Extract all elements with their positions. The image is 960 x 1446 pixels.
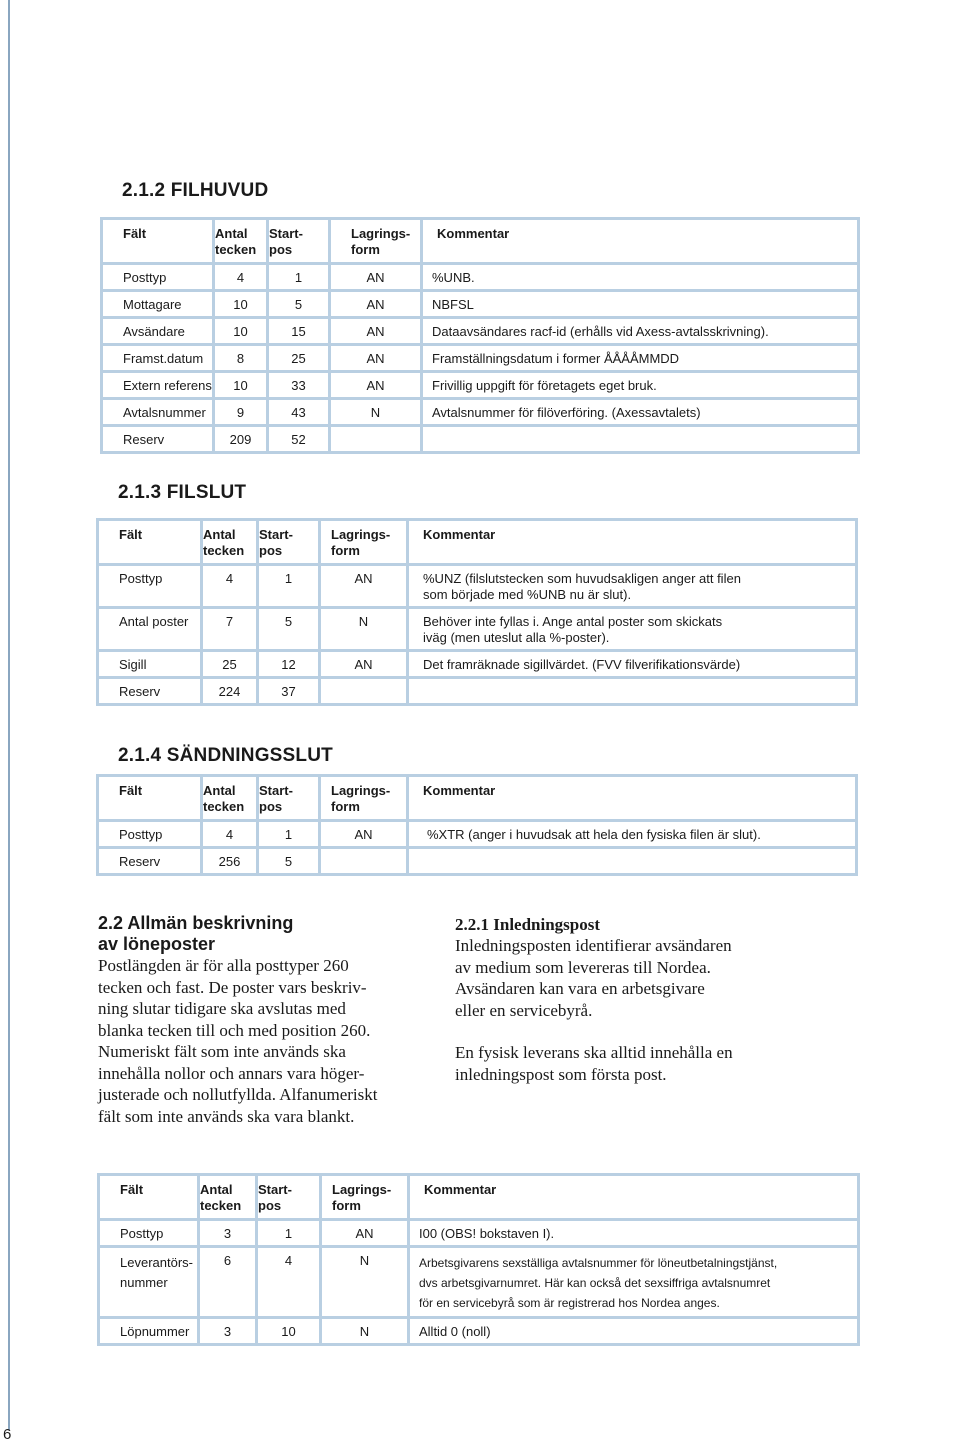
cell-antal: 8: [214, 345, 268, 372]
paragraph-line: Postlängden är för alla posttyper 260: [98, 956, 349, 975]
cell-kommentar: Det framräknade sigillvärdet. (FVV filverifikationsvärde): [408, 651, 857, 678]
paragraph-line: innehålla nollor och annars vara höger-: [98, 1063, 365, 1083]
cell-falt: Extern referens: [102, 372, 214, 399]
header-falt: Fält: [98, 776, 202, 821]
cell-lagring: AN: [330, 264, 422, 291]
header-start: Start- pos: [257, 1175, 321, 1220]
cell-falt: Reserv: [102, 426, 214, 453]
cell-kommentar: Dataavsändares racf-id (erhålls vid Axess-avtalsskrivning).: [422, 318, 859, 345]
cell-antal: 3: [199, 1318, 257, 1345]
cell-kommentar: I00 (OBS! bokstaven I).: [409, 1220, 859, 1247]
cell-falt: Sigill: [98, 651, 202, 678]
cell-start: 37: [258, 678, 320, 705]
cell-lagring: AN: [330, 345, 422, 372]
paragraph-line: blanka tecken till och med position 260.: [98, 1020, 371, 1040]
header-lagring: Lagrings- form: [320, 776, 408, 821]
cell-falt: Posttyp: [98, 821, 202, 848]
filslut-table: [96, 518, 858, 706]
cell-falt: Leverantörs- nummer: [99, 1247, 199, 1318]
cell-start: 1: [257, 1220, 321, 1247]
table-row: [98, 608, 857, 651]
cell-start: 1: [258, 821, 320, 848]
cell-start: 5: [268, 291, 330, 318]
section-allman-beskrivning: [98, 913, 428, 1127]
paragraph-line: Avsändaren kan vara en arbetsgivare: [455, 979, 705, 998]
paragraph-line: ning slutar tidigare ska avslutas med: [98, 999, 346, 1018]
header-antal: Antal tecken: [202, 776, 258, 821]
table-row: [99, 1318, 859, 1345]
table-row: [98, 848, 857, 875]
section-heading: 2.2.1 Inledningspost: [455, 915, 601, 934]
cell-lagring: AN: [330, 372, 422, 399]
cell-lagring: AN: [330, 291, 422, 318]
paragraph-line: eller en servicebyrå.: [455, 1000, 593, 1020]
cell-lagring: [320, 848, 408, 875]
cell-start: 5: [258, 848, 320, 875]
cell-falt: Reserv: [98, 678, 202, 705]
cell-kommentar: Alltid 0 (noll): [409, 1318, 859, 1345]
paragraph-line: justerade och nollutfyllda. Alfanumeriskt: [98, 1085, 378, 1104]
cell-falt: Posttyp: [102, 264, 214, 291]
table-row: [102, 318, 859, 345]
table-header-row: [99, 1175, 859, 1220]
cell-start: 12: [258, 651, 320, 678]
cell-falt: Posttyp: [98, 565, 202, 608]
cell-falt: Avtalsnummer: [102, 399, 214, 426]
header-antal: Antal tecken: [202, 520, 258, 565]
cell-start: 10: [257, 1318, 321, 1345]
table-header-row: [102, 219, 859, 264]
paragraph-line: Inledningsposten identifierar avsändaren: [455, 936, 732, 955]
cell-antal: 256: [202, 848, 258, 875]
table-row: [98, 651, 857, 678]
header-kommentar: Kommentar: [409, 1175, 859, 1220]
table-row: [99, 1247, 859, 1318]
header-start: Start- pos: [268, 219, 330, 264]
cell-start: 15: [268, 318, 330, 345]
cell-falt: Mottagare: [102, 291, 214, 318]
cell-start: 1: [258, 565, 320, 608]
filhuvud-table: [100, 217, 860, 454]
cell-kommentar: [422, 426, 859, 453]
header-falt: Fält: [102, 219, 214, 264]
paragraph-line: inledningspost som första post.: [455, 1064, 667, 1084]
header-falt: Fält: [98, 520, 202, 565]
header-lagring: Lagrings- form: [330, 219, 422, 264]
cell-lagring: AN: [320, 651, 408, 678]
table-row: [98, 821, 857, 848]
cell-antal: 209: [214, 426, 268, 453]
table-row: [102, 426, 859, 453]
header-lagring: Lagrings- form: [321, 1175, 409, 1220]
header-antal: Antal tecken: [199, 1175, 257, 1220]
cell-antal: 10: [214, 291, 268, 318]
cell-antal: 6: [199, 1247, 257, 1318]
cell-antal: 4: [202, 821, 258, 848]
cell-antal: 7: [202, 608, 258, 651]
cell-antal: 4: [202, 565, 258, 608]
section-title-filslut: 2.1.3 FILSLUT: [118, 482, 247, 503]
cell-lagring: [330, 426, 422, 453]
header-falt: Fält: [99, 1175, 199, 1220]
cell-falt: Antal poster: [98, 608, 202, 651]
cell-lagring: AN: [320, 565, 408, 608]
table-header-row: [98, 520, 857, 565]
cell-falt: Framst.datum: [102, 345, 214, 372]
table-row: [98, 678, 857, 705]
cell-kommentar: Behöver inte fyllas i. Ange antal poster som skickats iväg (men uteslut alla %-poster).: [408, 608, 857, 651]
cell-start: 1: [268, 264, 330, 291]
cell-lagring: N: [320, 608, 408, 651]
cell-falt: Posttyp: [99, 1220, 199, 1247]
paragraph-line: fält som inte används ska vara blankt.: [98, 1106, 355, 1126]
paragraph-line: Numeriskt fält som inte används ska: [98, 1042, 346, 1061]
table-header-row: [98, 776, 857, 821]
cell-kommentar: NBFSL: [422, 291, 859, 318]
paragraph-line: tecken och fast. De poster vars beskriv-: [98, 977, 367, 997]
cell-kommentar: [408, 848, 857, 875]
header-kommentar: Kommentar: [422, 219, 859, 264]
cell-lagring: AN: [330, 318, 422, 345]
header-antal: Antal tecken: [214, 219, 268, 264]
cell-falt: Löpnummer: [99, 1318, 199, 1345]
cell-kommentar: Framställningsdatum i former ÅÅÅÅMMDD: [422, 345, 859, 372]
header-start: Start- pos: [258, 776, 320, 821]
cell-antal: 10: [214, 318, 268, 345]
cell-antal: 224: [202, 678, 258, 705]
cell-start: 43: [268, 399, 330, 426]
cell-kommentar: Arbetsgivarens sexställiga avtalsnummer för löneutbetalningstjänst, dvs arbetsgivarnumret. Här kan också det sexsiffriga avtalsnumret för en servicebyrå som är registrerad hos Nordea anges.: [409, 1247, 859, 1318]
paragraph-line: En fysisk leverans ska alltid innehålla en: [455, 1043, 733, 1062]
section-title-sandningsslut: 2.1.4 SÄNDNINGSSLUT: [118, 745, 333, 766]
table-row: [102, 372, 859, 399]
header-start: Start- pos: [258, 520, 320, 565]
cell-kommentar: %XTR (anger i huvudsak att hela den fysiska filen är slut).: [408, 821, 857, 848]
cell-antal: 4: [214, 264, 268, 291]
table-row: [102, 291, 859, 318]
cell-start: 5: [258, 608, 320, 651]
section-heading-line2: av löneposter: [98, 934, 216, 954]
cell-kommentar: %UNZ (filslutstecken som huvudsakligen anger att filen som började med %UNB nu är slut).: [408, 565, 857, 608]
cell-kommentar: Frivillig uppgift för företagets eget bruk.: [422, 372, 859, 399]
cell-kommentar: Avtalsnummer för filöverföring. (Axessavtalets): [422, 399, 859, 426]
sandningsslut-table: [96, 774, 858, 876]
cell-kommentar: %UNB.: [422, 264, 859, 291]
page-number: 6: [3, 1426, 12, 1443]
cell-lagring: AN: [320, 821, 408, 848]
cell-antal: 10: [214, 372, 268, 399]
cell-lagring: [320, 678, 408, 705]
cell-kommentar: [408, 678, 857, 705]
cell-lagring: N: [330, 399, 422, 426]
cell-antal: 9: [214, 399, 268, 426]
header-kommentar: Kommentar: [408, 520, 857, 565]
table-row: [102, 399, 859, 426]
cell-antal: 3: [199, 1220, 257, 1247]
table-row: [102, 264, 859, 291]
table-row: [98, 565, 857, 608]
cell-start: 33: [268, 372, 330, 399]
cell-lagring: AN: [321, 1220, 409, 1247]
header-lagring: Lagrings- form: [320, 520, 408, 565]
inledningspost-table: [97, 1173, 860, 1346]
table-row: [99, 1220, 859, 1247]
cell-lagring: N: [321, 1247, 409, 1318]
cell-antal: 25: [202, 651, 258, 678]
cell-start: 4: [257, 1247, 321, 1318]
cell-start: 52: [268, 426, 330, 453]
cell-start: 25: [268, 345, 330, 372]
cell-lagring: N: [321, 1318, 409, 1345]
paragraph-line: av medium som levereras till Nordea.: [455, 957, 711, 977]
margin-rule: [8, 0, 10, 1430]
header-kommentar: Kommentar: [408, 776, 857, 821]
section-title-filhuvud: 2.1.2 FILHUVUD: [122, 180, 269, 201]
cell-falt: Avsändare: [102, 318, 214, 345]
section-inledningspost: [455, 914, 815, 1085]
section-heading: 2.2 Allmän beskrivning: [98, 913, 294, 933]
cell-falt: Reserv: [98, 848, 202, 875]
table-row: [102, 345, 859, 372]
